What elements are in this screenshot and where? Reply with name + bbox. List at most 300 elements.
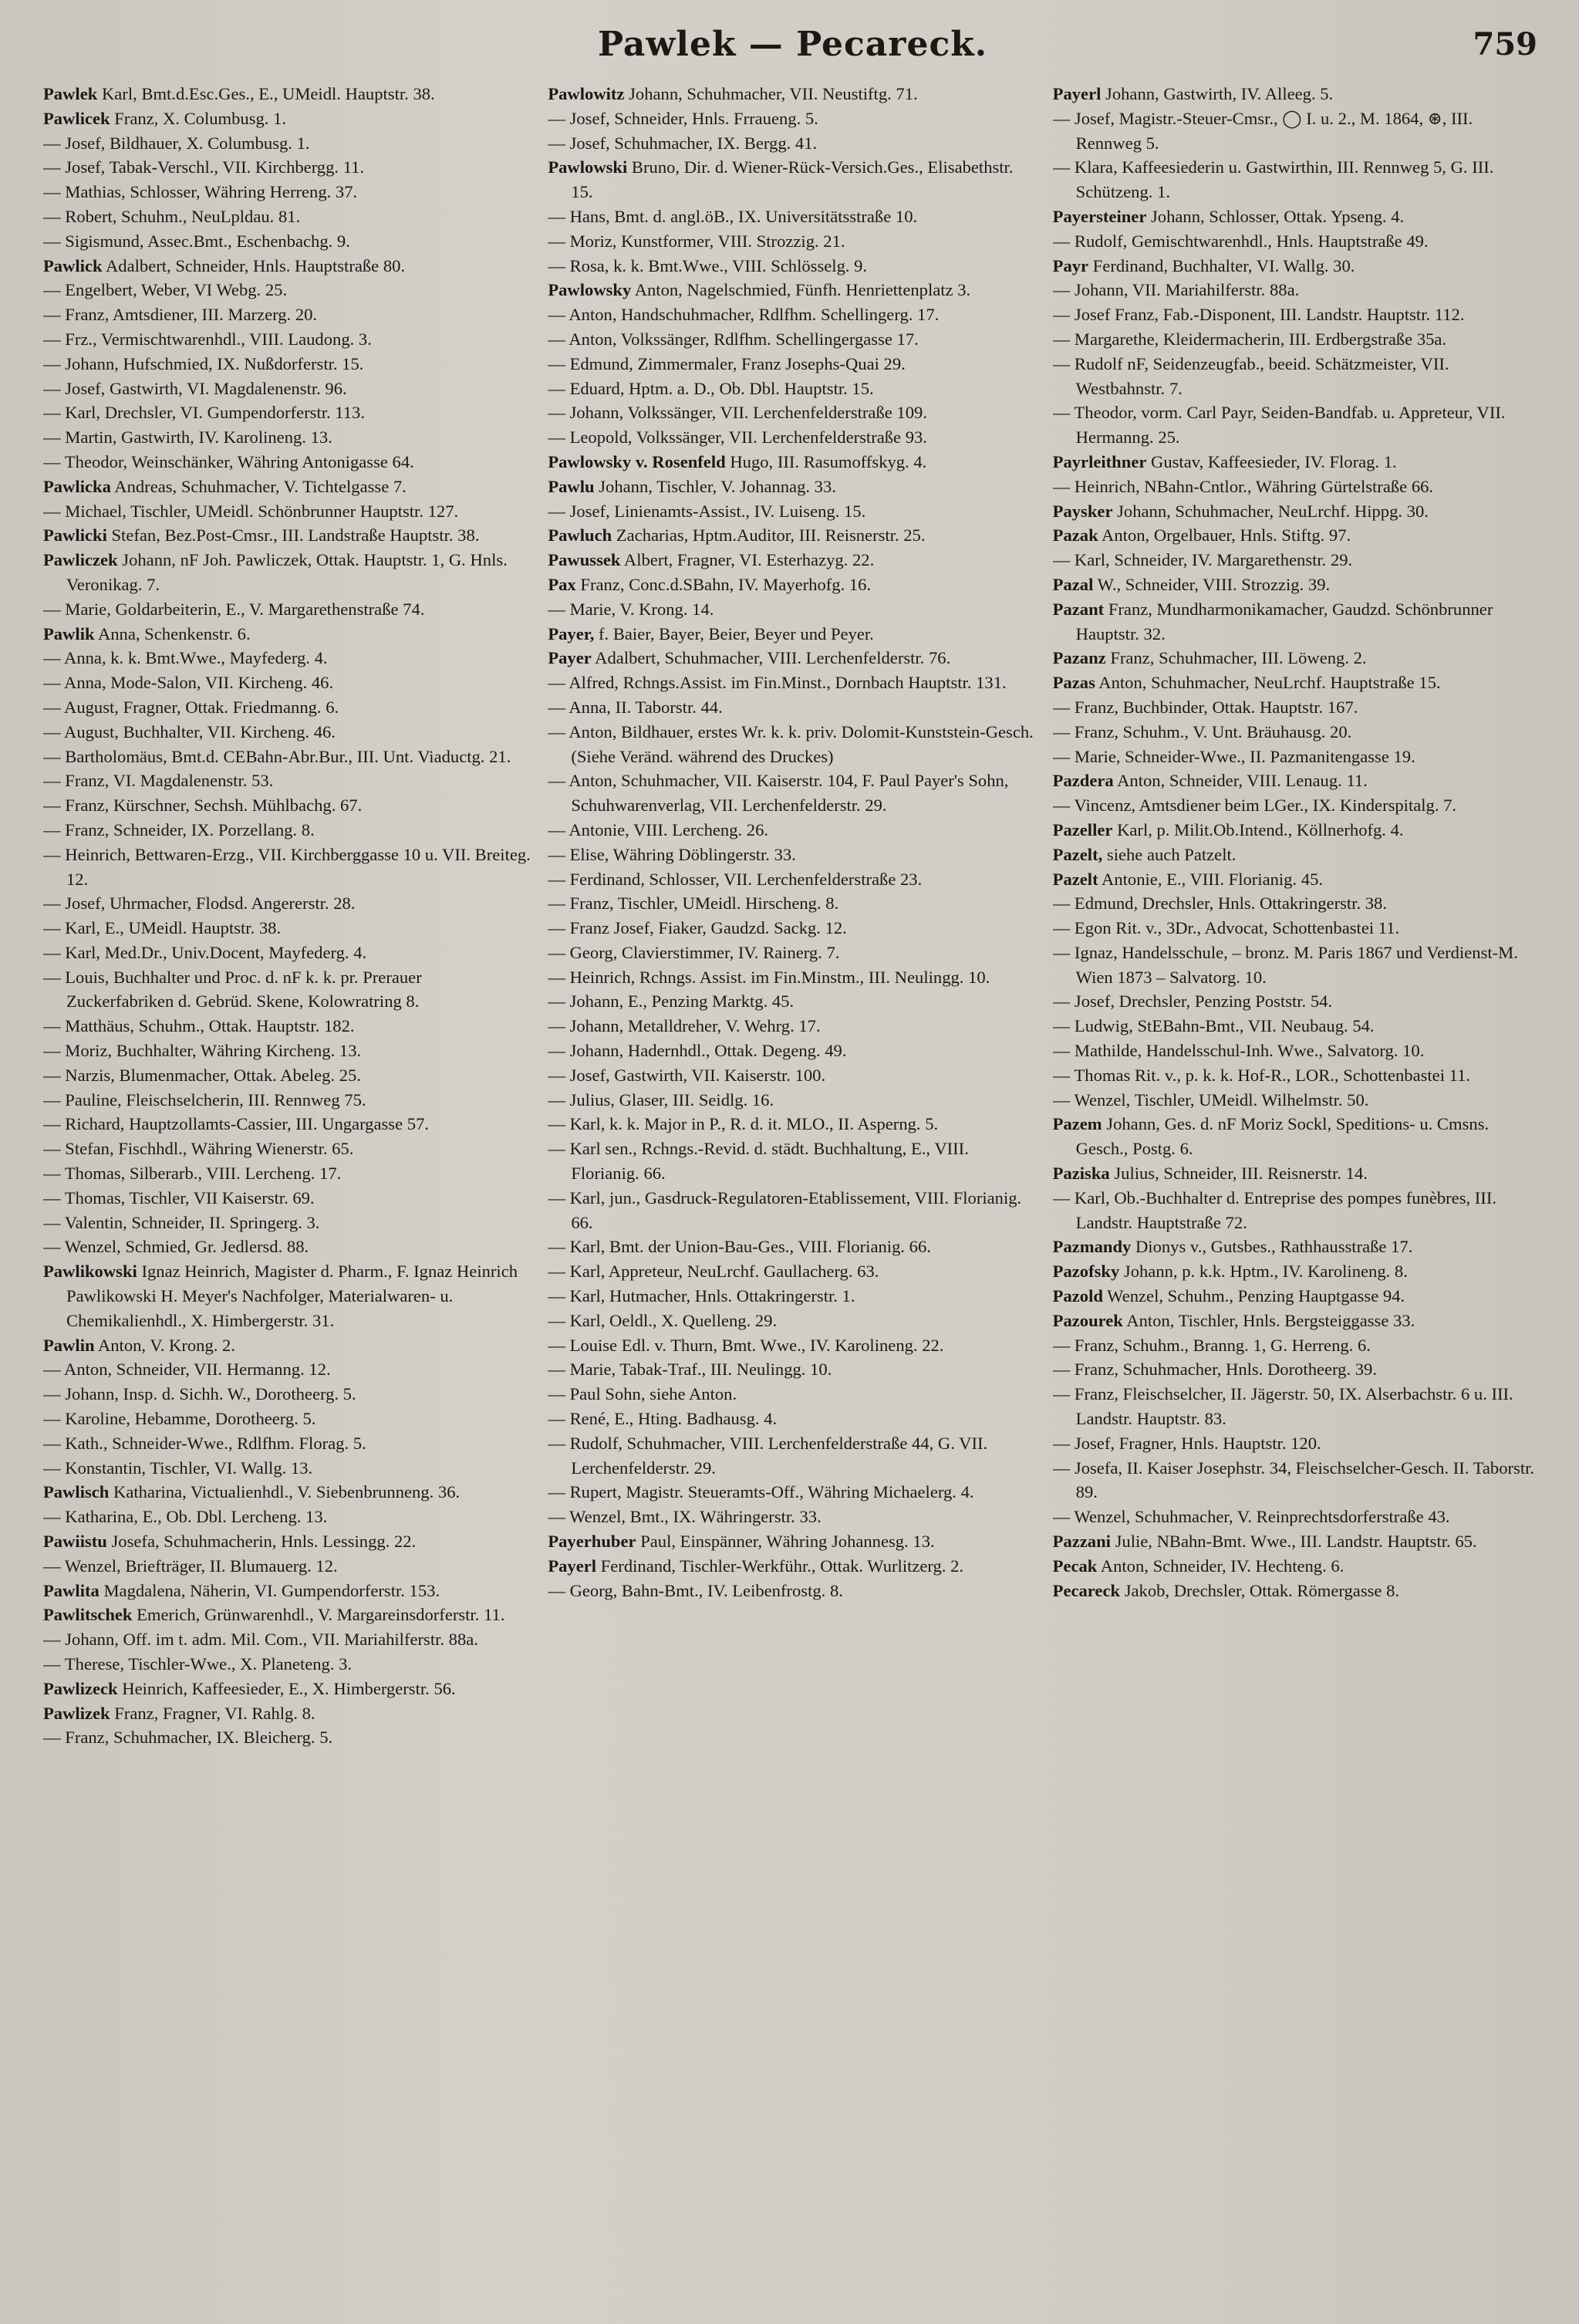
entry-dash: —	[548, 673, 569, 693]
entry-text: Anton, Schuhmacher, VII. Kaiserstr. 104, F. Paul Payer's Sohn, Schuhwarenverlag, VII. Lerchenfelderstr. 29.	[569, 771, 1009, 816]
directory-entry	[43, 523, 532, 548]
directory-entry	[43, 499, 532, 524]
entry-text: Bruno, Dir. d. Wiener-Rück-Versich.Ges., Elisabethstr. 15.	[571, 157, 1014, 202]
directory-entry	[43, 597, 532, 622]
entry-text: Franz, Kürschner, Sechsh. Mühlbachg. 67.	[65, 795, 363, 816]
entry-text: August, Buchhalter, VII. Kircheng. 46.	[64, 721, 336, 741]
directory-entry	[548, 1284, 1037, 1309]
entry-dash: —	[43, 1384, 66, 1404]
entry-text: Julie, NBahn-Bmt. Wwe., III. Landstr. Hauptstr. 65.	[1110, 1532, 1477, 1552]
entry-dash: —	[548, 255, 570, 275]
entry-text: Karoline, Hebamme, Dorotheerg. 5.	[65, 1409, 316, 1429]
entry-surname: Pawussek	[548, 550, 621, 570]
directory-entry	[1053, 573, 1542, 597]
directory-entry	[43, 1725, 532, 1750]
entry-text: Margarethe, Kleidermacherin, III. Erdbergstraße 35a.	[1074, 329, 1447, 349]
entry-text: Elise, Währing Döblingerstr. 33.	[569, 844, 796, 864]
entry-dash: —	[548, 893, 570, 914]
entry-text: Wenzel, Bmt., IX. Währingerstr. 33.	[569, 1507, 822, 1527]
entry-text: Johann, p. k.k. Hptm., IV. Karolineng. 8.	[1119, 1262, 1408, 1282]
directory-entry	[548, 1088, 1037, 1113]
entry-text: Johann, Hufschmied, IX. Nußdorferstr. 15.	[65, 353, 364, 373]
entry-text: Franz, VI. Magdalenenstr. 53.	[65, 771, 274, 791]
directory-entry	[43, 327, 532, 352]
entry-dash: —	[548, 133, 570, 153]
entry-text: Valentin, Schneider, II. Springerg. 3.	[64, 1212, 320, 1232]
directory-entry	[548, 1431, 1037, 1481]
entry-dash: —	[43, 844, 66, 864]
entry-text: Josef, Bildhauer, X. Columbusg. 1.	[65, 133, 310, 153]
entry-text: W., Schneider, VIII. Strozzig. 39.	[1093, 574, 1331, 594]
directory-entry	[43, 1579, 532, 1603]
entry-dash: —	[548, 1310, 570, 1330]
directory-entry	[43, 768, 532, 793]
entry-surname: Pawlowitz	[548, 84, 625, 103]
entry-text: Theodor, vorm. Carl Payr, Seiden-Bandfab. u. Appreteur, VII. Hermanng. 25.	[1074, 403, 1506, 448]
directory-entry	[43, 965, 532, 1015]
directory-entry	[1053, 1309, 1542, 1333]
entry-text: f. Baier, Bayer, Beier, Beyer und Peyer.	[594, 623, 874, 643]
directory-entry	[548, 499, 1037, 524]
directory-entry	[1053, 475, 1542, 499]
directory-entry	[43, 1677, 532, 1701]
directory-entry	[548, 1014, 1037, 1039]
entry-text: Matthäus, Schuhm., Ottak. Hauptstr. 182.	[65, 1016, 355, 1036]
entry-text: Franz, Schneider, IX. Porzellang. 8.	[65, 819, 315, 839]
entry-surname: Pawlowsky	[548, 280, 632, 300]
entry-text: Antonie, VIII. Lercheng. 26.	[569, 819, 769, 839]
entry-text: Karl, Appreteur, NeuLrchf. Gaullacherg. 63.	[569, 1262, 879, 1282]
entry-dash: —	[1052, 1187, 1075, 1208]
entry-text: Julius, Schneider, III. Reisnerstr. 14.	[1109, 1164, 1368, 1184]
entry-dash: —	[1052, 476, 1075, 496]
entry-text: Karl, Schneider, IV. Margarethenstr. 29.	[1074, 550, 1353, 570]
directory-entry	[1053, 1259, 1542, 1284]
entry-text: Josef, Gastwirth, VII. Kaiserstr. 100.	[569, 1065, 826, 1085]
directory-entry	[548, 1480, 1037, 1505]
entry-dash: —	[1052, 1458, 1075, 1478]
entry-text: Anton, V. Krong. 2.	[94, 1335, 235, 1355]
entry-text: Franz, Schuhmacher, Hnls. Dorotheerg. 39.	[1074, 1360, 1377, 1380]
entry-surname: Pazofsky	[1052, 1262, 1120, 1282]
directory-entry	[548, 622, 1037, 647]
entry-dash: —	[43, 133, 66, 153]
entry-dash: —	[43, 1630, 66, 1650]
entry-dash: —	[548, 1409, 570, 1429]
directory-entry	[43, 377, 532, 401]
entry-surname: Pawlek	[43, 84, 98, 103]
entry-text: Rudolf, Schuhmacher, VIII. Lerchenfelderstraße 44, G. VII. Lerchenfelderstr. 29.	[569, 1433, 988, 1478]
directory-entry	[548, 867, 1037, 892]
entry-dash: —	[43, 819, 66, 839]
directory-entry	[43, 1161, 532, 1186]
directory-entry	[548, 916, 1037, 941]
entry-dash: —	[43, 1728, 66, 1748]
entry-surname: Payer,	[548, 623, 595, 643]
entry-dash: —	[43, 305, 66, 325]
entry-surname: Pazak	[1052, 525, 1098, 546]
directory-entry	[43, 352, 532, 377]
entry-text: Louis, Buchhalter und Proc. d. nF k. k. pr. Prerauer Zuckerfabriken d. Gebrüd. Skene, Kolowratring 8.	[65, 967, 422, 1012]
directory-entry	[1053, 1529, 1542, 1554]
entry-dash: —	[548, 918, 570, 938]
directory-entry	[548, 278, 1037, 302]
directory-entry	[548, 1382, 1037, 1407]
entry-text: Franz, Fleischselcher, II. Jägerstr. 50, IX. Alserbachstr. 6 u. III. Landstr. Hauptstr. 83.	[1074, 1384, 1513, 1429]
entry-text: Wenzel, Schuhmacher, V. Reinprechtsdorferstraße 43.	[1074, 1507, 1450, 1527]
entry-text: Franz, Amtsdiener, III. Marzerg. 20.	[65, 305, 318, 325]
directory-entry	[43, 1259, 532, 1333]
directory-entry	[43, 450, 532, 475]
entry-dash: —	[548, 721, 569, 741]
entry-dash: —	[548, 1433, 570, 1453]
entry-dash: —	[548, 1286, 570, 1306]
entry-text: Eduard, Hptm. a. D., Ob. Dbl. Hauptstr. 15.	[569, 378, 874, 398]
entry-dash: —	[548, 403, 570, 423]
entry-surname: Pazold	[1052, 1286, 1103, 1306]
running-head: Pawlek — Pecareck.	[597, 25, 988, 64]
entry-text: Karl, Oeldl., X. Quelleng. 29.	[569, 1310, 778, 1330]
entry-dash: —	[1052, 280, 1075, 300]
entry-text: Franz, Tischler, UMeidl. Hirscheng. 8.	[569, 893, 839, 914]
entry-dash: —	[1052, 1433, 1075, 1453]
entry-dash: —	[1052, 1041, 1075, 1061]
entry-text: Mathilde, Handelsschul-Inh. Wwe., Salvatorg. 10.	[1074, 1041, 1425, 1061]
directory-entry	[43, 204, 532, 229]
entry-text: Anton, Schneider, VIII. Lenaug. 11.	[1113, 771, 1368, 791]
entry-text: Karl, Bmt.d.Esc.Ges., E., UMeidl. Hauptstr. 38.	[97, 84, 435, 103]
directory-entry	[548, 229, 1037, 254]
entry-surname: Payer	[548, 648, 592, 668]
entry-surname: Payerl	[548, 1556, 597, 1576]
directory-entry	[1053, 916, 1542, 941]
entry-text: Franz, Schuhmacher, IX. Bleicherg. 5.	[65, 1728, 333, 1748]
entry-dash: —	[43, 795, 66, 816]
entry-dash: —	[43, 1089, 66, 1110]
directory-entry	[43, 1505, 532, 1529]
entry-text: Johann, E., Penzing Marktg. 45.	[569, 991, 795, 1012]
entry-surname: Pawlikowski	[43, 1262, 137, 1282]
entry-dash: —	[1052, 697, 1075, 717]
entry-surname: Pawlizek	[43, 1703, 110, 1723]
directory-entry	[548, 204, 1037, 229]
directory-entry	[1053, 1431, 1542, 1456]
entry-dash: —	[43, 206, 66, 226]
entry-surname: Pazzani	[1052, 1532, 1111, 1552]
entry-text: Pauline, Fleischselcherin, III. Rennweg 75.	[65, 1089, 366, 1110]
entry-text: Ferdinand, Buchhalter, VI. Wallg. 30.	[1088, 255, 1355, 275]
entry-dash: —	[43, 1433, 66, 1453]
entry-text: Ferdinand, Tischler-Werkführ., Ottak. Wurlitzerg. 2.	[596, 1556, 964, 1576]
directory-entry	[43, 1554, 532, 1579]
directory-entry	[548, 106, 1037, 131]
directory-entry	[43, 1235, 532, 1259]
entry-dash: —	[1052, 991, 1075, 1012]
directory-entry	[1053, 204, 1542, 229]
entry-surname: Pax	[548, 574, 576, 594]
entry-dash: —	[1052, 108, 1075, 128]
entry-text: August, Fragner, Ottak. Friedmanng. 6.	[64, 697, 339, 717]
entry-text: Heinrich, NBahn-Cntlor., Währing Gürtelstraße 66.	[1074, 476, 1434, 496]
directory-entry	[43, 891, 532, 916]
entry-dash: —	[43, 967, 66, 987]
entry-text: Anton, Schuhmacher, NeuLrchf. Hauptstraße 15.	[1095, 673, 1441, 693]
entry-text: Paul Sohn, siehe Anton.	[569, 1384, 737, 1404]
directory-entry	[43, 475, 532, 499]
entry-text: Johann, Metalldreher, V. Wehrg. 17.	[569, 1016, 821, 1036]
entry-text: Josefa, II. Kaiser Josephstr. 34, Fleischselcher-Gesch. II. Taborstr. 89.	[1074, 1458, 1535, 1502]
directory-entry	[43, 106, 532, 131]
directory-entry	[548, 573, 1037, 597]
directory-entry	[43, 1088, 532, 1113]
entry-text: Wenzel, Tischler, UMeidl. Wilhelmstr. 50.	[1074, 1089, 1369, 1110]
entry-text: Josef, Schneider, Hnls. Frraueng. 5.	[569, 108, 818, 128]
entry-surname: Pawlu	[548, 476, 595, 496]
entry-surname: Paziska	[1052, 1164, 1110, 1184]
entry-text: Franz, Schuhmacher, III. Löweng. 2.	[1105, 648, 1367, 668]
directory-entry	[548, 548, 1037, 573]
entry-text: Marie, Tabak-Traf., III. Neulingg. 10.	[569, 1360, 832, 1380]
entry-text: Thomas, Tischler, VII Kaiserstr. 69.	[64, 1187, 315, 1208]
directory-entry	[1053, 597, 1542, 647]
entry-dash: —	[1052, 1360, 1075, 1380]
entry-dash: —	[43, 942, 66, 962]
directory-entry	[1053, 82, 1542, 106]
entry-dash: —	[43, 746, 66, 766]
entry-text: Franz, Buchbinder, Ottak. Hauptstr. 167.	[1074, 697, 1358, 717]
directory-entry	[43, 622, 532, 647]
entry-text: Stefan, Fischhdl., Währing Wienerstr. 65.	[65, 1139, 354, 1159]
directory-entry	[43, 1112, 532, 1137]
directory-entry	[548, 646, 1037, 671]
entry-text: Josef, Fragner, Hnls. Hauptstr. 120.	[1074, 1433, 1321, 1453]
directory-entry	[43, 131, 532, 156]
entry-surname: Pawliczek	[43, 550, 118, 570]
column-3	[1053, 82, 1542, 2319]
entry-text: Edmund, Drechsler, Hnls. Ottakringerstr. 38.	[1074, 893, 1387, 914]
directory-entry	[1053, 671, 1542, 695]
entry-text: Karl, k. k. Major in P., R. d. it. MLO., II. Asperng. 5.	[569, 1114, 939, 1134]
entry-text: Michael, Tischler, UMeidl. Schönbrunner Hauptstr. 127.	[65, 501, 459, 521]
directory-entry	[1053, 1333, 1542, 1358]
entry-dash: —	[43, 1556, 65, 1576]
entry-text: Josef, Gastwirth, VI. Magdalenenstr. 96.	[65, 378, 347, 398]
entry-text: Richard, Hauptzollamts-Cassier, III. Ungargasse 57.	[65, 1114, 430, 1134]
directory-entry	[1053, 1014, 1542, 1039]
entry-dash: —	[1052, 157, 1075, 177]
entry-dash: —	[43, 1409, 66, 1429]
entry-dash: —	[548, 819, 569, 839]
directory-entry	[43, 548, 532, 597]
entry-text: Franz, Fragner, VI. Rahlg. 8.	[110, 1703, 315, 1723]
directory-entry	[43, 1211, 532, 1235]
directory-entry	[1053, 1235, 1542, 1259]
directory-entry	[43, 1529, 532, 1554]
entry-text: Narzis, Blumenmacher, Ottak. Abeleg. 25.	[65, 1065, 361, 1085]
entry-surname: Pazelt,	[1052, 844, 1103, 864]
directory-entry	[43, 180, 532, 204]
entry-text: Edmund, Zimmermaler, Franz Josephs-Quai 29.	[569, 353, 906, 373]
entry-text: Bartholomäus, Bmt.d. CEBahn-Abr.Bur., III. Unt. Viaductg. 21.	[65, 746, 511, 766]
directory-entry	[1053, 548, 1542, 573]
entry-dash: —	[43, 280, 66, 300]
directory-entry	[43, 1480, 532, 1505]
directory-entry	[548, 695, 1037, 720]
entry-text: René, E., Hting. Badhausg. 4.	[569, 1409, 778, 1429]
entry-dash: —	[1052, 550, 1075, 570]
directory-entry	[548, 1357, 1037, 1382]
entry-surname: Pawlicki	[43, 525, 107, 546]
entry-text: Konstantin, Tischler, VI. Wallg. 13.	[65, 1458, 313, 1478]
entry-text: Johann, Off. im t. adm. Mil. Com., VII. Mariahilferstr. 88a.	[65, 1630, 478, 1650]
entry-dash: —	[1052, 329, 1075, 349]
entry-dash: —	[548, 1384, 570, 1404]
entry-dash: —	[548, 771, 569, 791]
entry-dash: —	[43, 599, 66, 619]
directory-entry	[43, 1039, 532, 1063]
entry-dash: —	[548, 1360, 570, 1380]
directory-entry	[1053, 106, 1542, 156]
entry-dash: —	[1052, 795, 1075, 816]
directory-entry	[548, 843, 1037, 867]
entry-dash: —	[548, 1016, 570, 1036]
entry-text: Adalbert, Schuhmacher, VIII. Lerchenfelderstr. 76.	[591, 648, 951, 668]
entry-text: Theodor, Weinschänker, Währing Antonigasse 64.	[64, 451, 414, 471]
entry-text: Julius, Glaser, III. Seidlg. 16.	[569, 1089, 774, 1110]
directory-entry	[1053, 867, 1542, 892]
directory-entry	[43, 818, 532, 843]
directory-entry	[1053, 499, 1542, 524]
entry-text: Georg, Clavierstimmer, IV. Rainerg. 7.	[569, 942, 840, 962]
directory-entry	[548, 475, 1037, 499]
entry-surname: Pazdera	[1052, 771, 1114, 791]
entry-text: Magdalena, Näherin, VI. Gumpendorferstr. 153.	[99, 1580, 440, 1600]
entry-dash: —	[548, 108, 570, 128]
entry-dash: —	[548, 869, 570, 889]
directory-entry	[1053, 400, 1542, 450]
entry-dash: —	[43, 353, 66, 373]
entry-surname: Payerl	[1052, 84, 1102, 103]
entry-text: Johann, Hadernhdl., Ottak. Degeng. 49.	[569, 1041, 847, 1061]
directory-entry	[43, 1063, 532, 1088]
entry-dash: —	[43, 1458, 66, 1478]
entry-text: Ignaz, Handelsschule, – bronz. M. Paris 1867 und Verdienst-M. Wien 1873 – Salvatorg. 10.	[1074, 942, 1518, 987]
entry-text: Johann, Gastwirth, IV. Alleeg. 5.	[1101, 84, 1334, 103]
directory-columns	[43, 82, 1542, 2319]
entry-surname: Pecak	[1052, 1556, 1098, 1576]
entry-text: Johann, Schlosser, Ottak. Ypseng. 4.	[1146, 206, 1405, 226]
entry-text: Heinrich, Rchngs. Assist. im Fin.Minstm., III. Neulingg. 10.	[569, 967, 990, 987]
entry-text: Engelbert, Weber, VI Webg. 25.	[65, 280, 288, 300]
entry-dash: —	[43, 451, 65, 471]
entry-text: Louise Edl. v. Thurn, Bmt. Wwe., IV. Karolineng. 22.	[569, 1335, 944, 1355]
entry-dash: —	[1052, 1089, 1075, 1110]
entry-text: Karl sen., Rchngs.-Revid. d. städt. Buchhaltung, E., VIII. Florianig. 66.	[569, 1139, 969, 1184]
entry-text: Andreas, Schuhmacher, V. Tichtelgasse 7.	[110, 476, 407, 496]
directory-entry	[548, 1137, 1037, 1186]
entry-dash: —	[43, 648, 64, 668]
entry-dash: —	[548, 1139, 570, 1159]
entry-dash: —	[43, 1065, 66, 1085]
entry-text: Johann, Volkssänger, VII. Lerchenfelderstraße 109.	[569, 403, 927, 423]
page-number: 759	[1473, 26, 1537, 62]
entry-dash: —	[1052, 893, 1075, 914]
entry-surname: Payr	[1052, 255, 1089, 275]
entry-text: Frz., Vermischtwarenhdl., VIII. Laudong. 3.	[65, 329, 372, 349]
directory-entry	[548, 1333, 1037, 1358]
entry-text: Karl, Med.Dr., Univ.Docent, Mayfederg. 4.	[65, 942, 367, 962]
directory-entry	[1053, 768, 1542, 793]
directory-entry	[1053, 1382, 1542, 1431]
entry-text: Franz, Schuhm., Branng. 1, G. Herreng. 6.	[1074, 1335, 1371, 1355]
directory-entry	[1053, 302, 1542, 327]
entry-dash: —	[548, 942, 570, 962]
entry-dash: —	[548, 329, 569, 349]
entry-dash: —	[548, 353, 570, 373]
directory-entry	[1053, 1357, 1542, 1382]
entry-text: Ludwig, StEBahn-Bmt., VII. Neubaug. 54.	[1074, 1016, 1375, 1036]
entry-dash: —	[548, 1065, 570, 1085]
entry-surname: Pawiistu	[43, 1532, 107, 1552]
entry-surname: Pazelt	[1052, 869, 1098, 889]
entry-text: Katharina, E., Ob. Dbl. Lercheng. 13.	[65, 1507, 328, 1527]
entry-text: Anton, Handschuhmacher, Rdlfhm. Schellingerg. 17.	[569, 305, 940, 325]
directory-entry	[548, 1407, 1037, 1431]
entry-text: Adalbert, Schneider, Hnls. Hauptstraße 80.	[102, 255, 406, 275]
directory-entry	[43, 1186, 532, 1211]
entry-text: Hugo, III. Rasumoffskyg. 4.	[725, 451, 927, 471]
entry-text: Anna, Schenkenstr. 6.	[94, 623, 251, 643]
entry-dash: —	[1052, 1016, 1075, 1036]
entry-text: Katharina, Victualienhdl., V. Siebenbrunneng. 36.	[109, 1482, 461, 1502]
entry-text: Alfred, Rchngs.Assist. im Fin.Minst., Dornbach Hauptstr. 131.	[569, 673, 1007, 693]
entry-text: Rudolf nF, Seidenzeugfab., beeid. Schätzmeister, VII. Westbahnstr. 7.	[1074, 353, 1449, 398]
directory-entry	[1053, 1063, 1542, 1088]
directory-entry	[1053, 891, 1542, 916]
entry-dash: —	[43, 231, 66, 251]
entry-surname: Pazourek	[1052, 1310, 1123, 1330]
entry-text: Johann, Schuhmacher, NeuLrchf. Hippg. 30.	[1112, 501, 1429, 521]
directory-entry	[43, 671, 532, 695]
directory-entry	[43, 695, 532, 720]
entry-text: Gustav, Kaffeesieder, IV. Florag. 1.	[1146, 451, 1397, 471]
directory-entry	[1053, 720, 1542, 745]
directory-entry	[43, 1014, 532, 1039]
entry-text: siehe auch Patzelt.	[1102, 844, 1237, 864]
entry-text: Rupert, Magistr. Steueramts-Off., Währing Michaelerg. 4.	[569, 1482, 974, 1502]
directory-entry	[43, 229, 532, 254]
entry-text: Leopold, Volkssänger, VII. Lerchenfelderstraße 93.	[569, 427, 927, 448]
column-2	[548, 82, 1037, 2319]
entry-text: Moriz, Kunstformer, VIII. Strozzig. 21.	[569, 231, 845, 251]
entry-text: Josefa, Schuhmacherin, Hnls. Lessingg. 22.	[106, 1532, 417, 1552]
directory-entry	[548, 352, 1037, 377]
entry-dash: —	[548, 501, 570, 521]
entry-dash: —	[43, 1187, 65, 1208]
directory-entry	[548, 131, 1037, 156]
entry-surname: Pazant	[1052, 599, 1105, 619]
directory-entry	[1053, 1161, 1542, 1186]
entry-dash: —	[43, 427, 66, 448]
entry-dash: —	[548, 231, 570, 251]
directory-entry	[43, 793, 532, 818]
directory-entry	[548, 327, 1037, 352]
entry-dash: —	[1052, 1065, 1075, 1085]
entry-text: Wenzel, Briefträger, II. Blumauerg. 12.	[64, 1556, 338, 1576]
entry-text: Emerich, Grünwarenhdl., V. Margareinsdorferstr. 11.	[132, 1605, 505, 1625]
entry-text: Anton, Bildhauer, erstes Wr. k. k. priv. Dolomit-Kunststein-Gesch. (Siehe Veränd. während des Druckes)	[569, 721, 1034, 766]
entry-dash: —	[548, 1237, 570, 1257]
